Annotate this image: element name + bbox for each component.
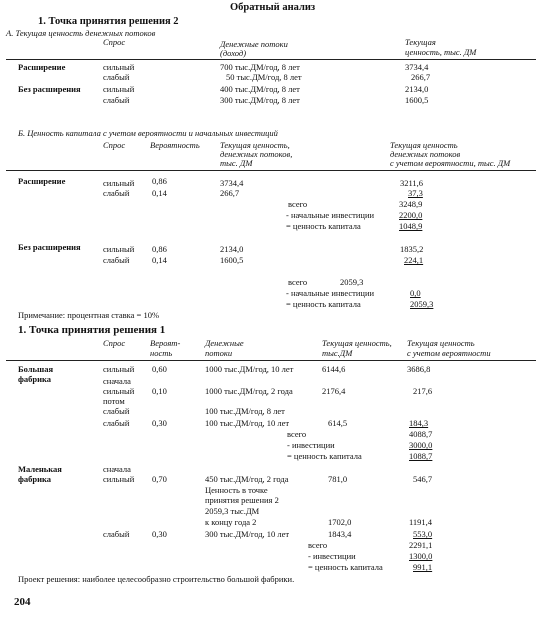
investment-value: 2200,0	[399, 210, 423, 220]
total-value: 3248,9	[399, 199, 423, 209]
table-cell: 217,6	[413, 386, 433, 396]
investment-label: - начальные инвестиции	[286, 210, 375, 220]
table-cell: сильный	[103, 474, 135, 484]
table-cell: 50 тыс.ДМ/год, 8 лет	[226, 72, 302, 82]
table-cell: 0,70	[152, 474, 167, 484]
table-cell: 1000 тыс.ДМ/год, 2 года	[205, 386, 293, 396]
table-cell: к концу года 2	[205, 517, 257, 527]
total-label: всего	[288, 277, 308, 287]
table-cell: 0,30	[152, 418, 167, 428]
col-flows: Денежные потоки	[220, 39, 288, 49]
col-demand: Спрос	[103, 338, 126, 348]
col-pv-prob: Текущая ценность	[390, 140, 458, 150]
option-expansion: Расширение	[18, 176, 66, 186]
capital-value-label: = ценность капитала	[287, 451, 362, 461]
table-cell: 1000 тыс.ДМ/год, 10 лет	[205, 364, 294, 374]
col-probability: Вероятность	[150, 140, 200, 150]
capital-value-label: = ценность капитала	[308, 562, 383, 572]
col-probability: ность	[150, 348, 173, 358]
table-cell: 266,7	[220, 188, 240, 198]
col-pv: Текущая ценность,	[220, 140, 290, 150]
col-flows-sub: (доход)	[220, 48, 247, 58]
investment-value: 1300,0	[409, 551, 433, 561]
table-cell: слабый	[103, 188, 130, 198]
capital-value: 991,1	[413, 562, 433, 572]
total-label: всего	[308, 540, 328, 550]
col-probability: Вероят-	[150, 338, 181, 348]
table-cell: слабый	[103, 95, 130, 105]
option-no-expansion: Без расширения	[18, 84, 81, 94]
table-cell: 3211,6	[400, 178, 424, 188]
table-cell: 1702,0	[328, 517, 352, 527]
interest-note: Примечание: процентная ставка = 10%	[18, 310, 160, 320]
table-cell: слабый	[103, 255, 130, 265]
investment-label: - инвестиции	[287, 440, 335, 450]
investment-label: - начальные инвестиции	[286, 288, 375, 298]
table-cell: сильный	[103, 62, 135, 72]
table-cell: 0,60	[152, 364, 167, 374]
col-demand: Спрос	[103, 140, 126, 150]
investment-label: - инвестиции	[308, 551, 356, 561]
table-cell: сильный	[103, 244, 135, 254]
table-cell: 184,3	[409, 418, 429, 428]
table-cell: принятия решения 2	[205, 495, 279, 505]
table-cell: 781,0	[328, 474, 348, 484]
table-cell: 700 тыс.ДМ/год, 8 лет	[220, 62, 300, 72]
investment-value: 3000,0	[409, 440, 433, 450]
table-cell: 1600,5	[405, 95, 429, 105]
table-cell: 1600,5	[220, 255, 244, 265]
col-pv-prob: с учетом вероятности, тыс. ДМ	[390, 158, 511, 168]
table-cell: 3734,4	[405, 62, 429, 72]
table-cell: слабый	[103, 418, 130, 428]
table-cell: 1843,4	[328, 529, 352, 539]
table-cell: слабый	[103, 529, 130, 539]
table-cell: сильный	[103, 178, 135, 188]
table-cell: 300 тыс.ДМ/год, 8 лет	[220, 95, 300, 105]
capital-value: 2059,3	[410, 299, 434, 309]
table-cell: 2134,0	[220, 244, 244, 254]
table-cell: 6144,6	[322, 364, 346, 374]
col-pv: тыс.ДМ	[322, 348, 353, 358]
table-cell: 400 тыс.ДМ/год, 8 лет	[220, 84, 300, 94]
table-cell: 450 тыс.ДМ/год, 2 года	[205, 474, 289, 484]
table-cell: 2176,4	[322, 386, 346, 396]
col-pv-prob: Текущая ценность	[407, 338, 475, 348]
option-big-factory: фабрика	[18, 374, 52, 384]
decision-conclusion: Проект решения: наиболее целесообразно строительство большой фабрики.	[18, 574, 295, 584]
table-cell: 2059,3 тыс.ДМ	[205, 506, 260, 516]
table-cell: 224,1	[404, 255, 424, 265]
option-small-factory: фабрика	[18, 474, 52, 484]
table-cell: сильный	[103, 386, 135, 396]
capital-value: 1048,9	[399, 221, 423, 231]
total-value: 2291,1	[409, 540, 433, 550]
table-cell: сначала	[103, 376, 131, 386]
page-number: 204	[14, 596, 31, 608]
table-cell: Ценность в точке	[205, 485, 268, 495]
col-pv-prob: денежных потоков	[390, 149, 461, 159]
table-cell: 300 тыс.ДМ/год, 10 лет	[205, 529, 290, 539]
table-cell: 553,0	[413, 529, 433, 539]
option-small-factory: Маленькая	[18, 464, 62, 474]
capital-value-label: = ценность капитала	[286, 299, 361, 309]
table-cell: слабый	[103, 72, 130, 82]
table-cell: сильный	[103, 84, 135, 94]
section-a-heading: А. Текущая ценность денежных потоков	[6, 28, 156, 38]
col-flows: потоки	[205, 348, 233, 358]
total-label: всего	[287, 429, 307, 439]
table-cell: 37,3	[408, 188, 423, 198]
col-pv: Текущая	[405, 37, 436, 47]
col-pv-sub: ценность, тыс. ДМ	[405, 47, 477, 57]
table-cell: 100 тыс.ДМ/год, 10 лет	[205, 418, 290, 428]
table-cell: потом	[103, 396, 125, 406]
capital-value: 1088,7	[409, 451, 433, 461]
table-cell: 3686,8	[407, 364, 431, 374]
option-big-factory: Большая	[18, 364, 54, 374]
table-cell: 0,86	[152, 176, 167, 186]
col-pv: Текущая ценность,	[322, 338, 392, 348]
table-cell: 0,14	[152, 188, 167, 198]
total-value: 2059,3	[340, 277, 364, 287]
table-cell: 1835,2	[400, 244, 424, 254]
table-cell: 614,5	[328, 418, 348, 428]
page-title: Обратный анализ	[230, 2, 316, 13]
table-cell: 1191,4	[409, 517, 433, 527]
section-b-heading: Б. Ценность капитала с учетом вероятности и начальных инвестиций	[18, 128, 278, 138]
col-pv: тыс. ДМ	[220, 158, 253, 168]
total-value: 4088,7	[409, 429, 433, 439]
table-cell: 546,7	[413, 474, 433, 484]
table-cell: сначала	[103, 464, 131, 474]
capital-value-label: = ценность капитала	[286, 221, 361, 231]
table-cell: 3734,4	[220, 178, 244, 188]
table-cell: слабый	[103, 406, 130, 416]
table-cell: 0,86	[152, 244, 167, 254]
table-cell: 266,7	[411, 72, 431, 82]
total-label: всего	[288, 199, 308, 209]
decision-point-1-heading: 1. Точка принятия решения 1	[18, 324, 166, 336]
option-no-expansion: Без расширения	[18, 242, 81, 252]
table-cell: 0,14	[152, 255, 167, 265]
col-pv: денежных потоков,	[220, 149, 293, 159]
col-flows: Денежные	[205, 338, 244, 348]
table-cell: 2134,0	[405, 84, 429, 94]
table-cell: 0,10	[152, 386, 167, 396]
decision-point-2-heading: 1. Точка принятия решения 2	[38, 16, 179, 27]
table-cell: 0,30	[152, 529, 167, 539]
investment-value: 0,0	[410, 288, 421, 298]
table-cell: сильный	[103, 364, 135, 374]
col-pv-prob: с учетом вероятности	[407, 348, 491, 358]
option-expansion: Расширение	[18, 62, 66, 72]
col-demand: Спрос	[103, 37, 126, 47]
table-cell: 100 тыс.ДМ/год, 8 лет	[205, 406, 285, 416]
